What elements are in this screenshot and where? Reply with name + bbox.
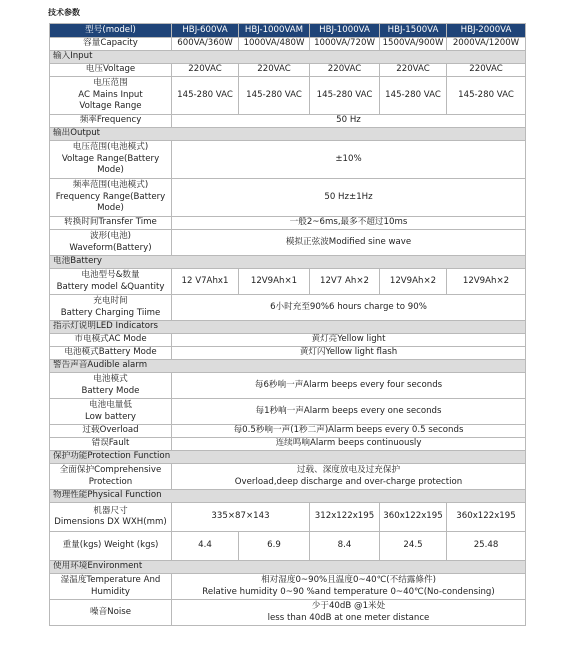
battery-model-cell: 12V7 Ah×2	[310, 269, 380, 295]
label-line: 机器尺寸	[93, 505, 128, 516]
alarm-overload-value: 每0.5秒响一声(1秒二声)Alarm beeps every 0.5 seconds	[172, 425, 526, 438]
capacity-row	[50, 38, 526, 51]
label-line: Battery Mode	[81, 385, 140, 396]
alarm-fault-value: 连续鸣响Alarm beeps continuously	[172, 438, 526, 451]
protection-row	[50, 464, 526, 490]
range-cell: 145-280 VAC	[239, 77, 310, 115]
transfer-label: 转换时间Transfer Time	[50, 217, 172, 230]
capacity-label: 容量Capacity	[50, 38, 172, 51]
temperature-row	[50, 574, 526, 600]
battery-model-row	[50, 269, 526, 295]
section-led	[50, 321, 526, 334]
alarm-battery-value: 每6秒响一声Alarm beeps every four seconds	[172, 373, 526, 399]
led-battery-value: 黄灯闪Yellow light flash	[172, 347, 526, 360]
range-cell: 145-280 VAC	[172, 77, 239, 115]
frequency-row	[50, 115, 526, 128]
label-line: AC Mains Input	[78, 89, 143, 100]
value-line: 相对湿度0~90%且温度0~40℃(不结露條件)	[261, 575, 436, 585]
section-alarm	[50, 360, 526, 373]
capacity-cell: 2000VA/1200W	[447, 38, 526, 51]
battery-model-cell: 12V9Ah×2	[447, 269, 526, 295]
label-line: Dimensions DX WXH(mm)	[54, 517, 167, 527]
weight-cell: 25.48	[447, 532, 526, 561]
charge-value: 6小时充至90%6 hours charge to 90%	[172, 295, 526, 321]
battery-model-cell: 12V9Ah×1	[239, 269, 310, 295]
model-cell: HBJ-2000VA	[447, 24, 526, 38]
voltage-cell: 220VAC	[447, 64, 526, 77]
alarm-fault-label: 错误Fault	[50, 438, 172, 451]
waveform-value: 模拟正弦波Modified sine wave	[172, 230, 526, 256]
capacity-cell: 1000VA/720W	[310, 38, 380, 51]
label-line: 波形(电池)	[89, 231, 132, 241]
label-line: 电压范围(电池模式)	[72, 142, 149, 153]
section-title: 保护功能Protection Function	[50, 451, 526, 464]
output-frange-value: 50 Hz±1Hz	[172, 179, 526, 217]
noise-label: 噪音Noise	[50, 600, 172, 626]
capacity-cell: 1000VA/480W	[239, 38, 310, 51]
frequency-label: 频率Frequency	[50, 115, 172, 128]
range-cell: 145-280 VAC	[310, 77, 380, 115]
voltage-cell: 220VAC	[380, 64, 447, 77]
model-cell: HBJ-600VA	[172, 24, 239, 38]
alarm-overload-label: 过载Overload	[50, 425, 172, 438]
led-battery-label: 电池模式Battery Mode	[50, 347, 172, 360]
alarm-low-value: 每1秒响一声Alarm beeps every one seconds	[172, 399, 526, 425]
section-title: 使用环境Environment	[50, 561, 526, 574]
label-line: Frequency Range(Battery	[55, 191, 166, 202]
output-frange-label	[50, 179, 172, 217]
output-vrange-row	[50, 141, 526, 179]
dimension-cell: 360x122x195	[447, 503, 526, 532]
alarm-low-label	[50, 399, 172, 425]
battery-model-cell: 12V9Ah×2	[380, 269, 447, 295]
transfer-row	[50, 217, 526, 230]
noise-row	[50, 600, 526, 626]
voltage-cell: 220VAC	[239, 64, 310, 77]
section-input	[50, 51, 526, 64]
spec-table	[49, 23, 526, 626]
alarm-overload-row	[50, 425, 526, 438]
capacity-cell: 1500VA/900W	[380, 38, 447, 51]
alarm-low-row	[50, 399, 526, 425]
battery-model-label	[50, 269, 172, 295]
label-line: 频率范围(电池模式)	[72, 180, 149, 191]
label-line: 电压范围	[93, 78, 128, 89]
alarm-battery-row	[50, 373, 526, 399]
label-line: 充电时间	[93, 296, 128, 306]
temperature-label	[50, 574, 172, 600]
waveform-row	[50, 230, 526, 256]
range-cell: 145-280 VAC	[447, 77, 526, 115]
value-line: Overload,deep discharge and over-charge protection	[234, 476, 463, 487]
input-range-row	[50, 77, 526, 115]
frequency-value: 50 Hz	[172, 115, 526, 128]
value-line: 少于40dB @1米处	[311, 601, 386, 611]
dimension-cell: 335×87×143	[172, 503, 310, 532]
model-cell: HBJ-1500VA	[380, 24, 447, 38]
label-line: 电池电量低	[89, 400, 132, 410]
section-title: 指示灯说明LED Indicators	[50, 321, 526, 334]
label-line: Low battery	[84, 411, 137, 422]
dimension-cell: 360x122x195	[380, 503, 447, 532]
section-title: 物理性能Physical Function	[50, 490, 526, 503]
voltage-cell: 220VAC	[172, 64, 239, 77]
temperature-value	[172, 574, 526, 600]
section-protection	[50, 451, 526, 464]
section-title: 输入Input	[50, 51, 526, 64]
label-line: Humidity	[91, 586, 130, 597]
led-ac-value: 黄灯亮Yellow light	[172, 334, 526, 347]
battery-model-cell: 12 V7Ahx1	[172, 269, 239, 295]
waveform-label	[50, 230, 172, 256]
label-line: Voltage Range(Battery	[61, 153, 160, 164]
weight-row	[50, 532, 526, 561]
section-title: 电池Battery	[50, 256, 526, 269]
dimensions-label	[50, 503, 172, 532]
weight-cell: 4.4	[172, 532, 239, 561]
weight-cell: 24.5	[380, 532, 447, 561]
model-cell: HBJ-1000VA	[310, 24, 380, 38]
output-frange-row	[50, 179, 526, 217]
section-battery	[50, 256, 526, 269]
voltage-label: 电压Voltage	[50, 64, 172, 77]
label-line: Mode)	[97, 165, 124, 176]
label-line: Mode)	[97, 203, 124, 214]
charge-label	[50, 295, 172, 321]
section-environment	[50, 561, 526, 574]
label-line: Battery Charging Tiime	[60, 307, 161, 318]
weight-cell: 6.9	[239, 532, 310, 561]
dimension-cell: 312x122x195	[310, 503, 380, 532]
voltage-cell: 220VAC	[310, 64, 380, 77]
label-line: 电池型号&数量	[81, 270, 140, 280]
label-line: 湿温度Temperature And	[60, 575, 161, 585]
dimensions-row	[50, 503, 526, 532]
header-row	[50, 24, 526, 38]
led-battery-row	[50, 347, 526, 360]
label-line: 电池模式	[93, 374, 128, 384]
section-physical	[50, 490, 526, 503]
model-label: 型号(model)	[50, 24, 172, 38]
output-vrange-value: ±10%	[172, 141, 526, 179]
capacity-cell: 600VA/360W	[172, 38, 239, 51]
protection-value	[172, 464, 526, 490]
range-cell: 145-280 VAC	[380, 77, 447, 115]
model-cell: HBJ-1000VAM	[239, 24, 310, 38]
output-vrange-label	[50, 141, 172, 179]
label-line: Battery model &Quantity	[56, 281, 165, 292]
label-line: Voltage Range	[79, 101, 142, 112]
alarm-fault-row	[50, 438, 526, 451]
label-line: 全面保护Comprehensive	[59, 465, 162, 475]
value-line: 过载、深度放电及过充保护	[296, 465, 401, 475]
section-title: 输出Output	[50, 128, 526, 141]
protection-label	[50, 464, 172, 490]
section-output	[50, 128, 526, 141]
transfer-value: 一般2~6ms,最多不超过10ms	[172, 217, 526, 230]
input-range-label	[50, 77, 172, 115]
page-title: 技术参数	[48, 8, 80, 17]
voltage-row	[50, 64, 526, 77]
section-title: 警告声音Audible alarm	[50, 360, 526, 373]
alarm-battery-label	[50, 373, 172, 399]
weight-label: 重量(kgs) Weight (kgs)	[50, 532, 172, 561]
charge-row	[50, 295, 526, 321]
label-line: Protection	[88, 476, 133, 487]
weight-cell: 8.4	[310, 532, 380, 561]
led-ac-label: 市电模式AC Mode	[50, 334, 172, 347]
led-ac-row	[50, 334, 526, 347]
value-line: less than 40dB at one meter distance	[267, 612, 430, 623]
noise-value	[172, 600, 526, 626]
label-line: Waveform(Battery)	[69, 242, 152, 253]
value-line: Relative humidity 0~90 %and temperature 0~40℃(No-condensing)	[202, 586, 495, 597]
